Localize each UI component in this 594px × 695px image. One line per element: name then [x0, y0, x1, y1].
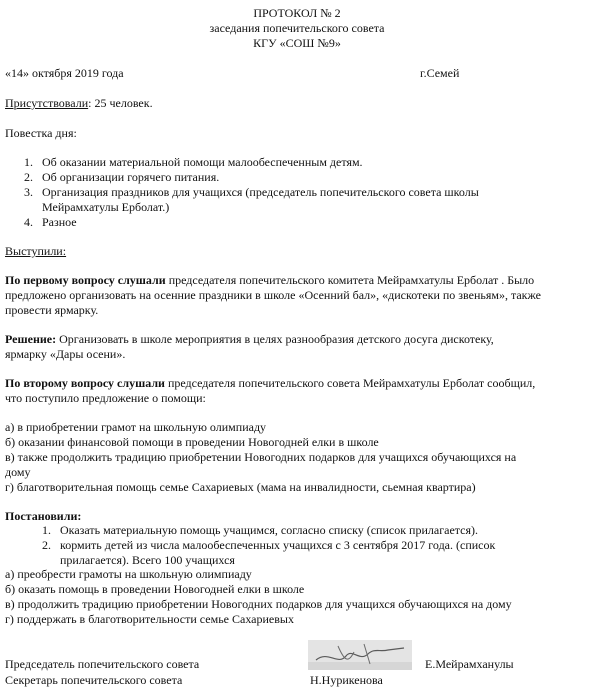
- secretary-role: Секретарь попечительского совета: [5, 673, 183, 687]
- help-item: г) благотворительная помощь семье Сахариевых (мама на инвалидности, сьемная квартира): [5, 480, 476, 494]
- decision-line: ярмарку «Дары осени».: [5, 347, 126, 361]
- agenda-item: 1. Об оказании материальной помощи малообеспеченным детям.: [24, 155, 363, 169]
- resolved-item: 1. Оказать материальную помощь учащимся, согласно списку (список прилагается).: [42, 523, 479, 537]
- speakers-label: Выступили:: [5, 244, 67, 258]
- resolved-extra: г) поддержать в благотворительности семье Сахариевых: [5, 612, 294, 626]
- resolved-item: 2. кормить детей из числа малообеспеченных учащихся с 3 сентября 2017 года. (список: [42, 538, 496, 552]
- help-item: дому: [5, 465, 31, 479]
- question-2-line: По второму вопросу слушали председателя попечительского совета Мейрамхатулы Ерболат сообщил,: [5, 376, 536, 390]
- resolved-extra: а) преобрести грамоты на школьную олимпиаду: [5, 567, 252, 581]
- secretary-name: Н.Нурикенова: [310, 673, 383, 687]
- resolved-extra: б) оказать помощь в проведении Новогодней елки в школе: [5, 582, 305, 596]
- help-item: б) оказании финансовой помощи в проведении Новогодней елки в школе: [5, 435, 379, 449]
- meeting-city: г.Семей: [420, 66, 460, 80]
- question-1-line: провести ярмарку.: [5, 303, 99, 317]
- help-item: а) в приобретении грамот на школьную олимпиаду: [5, 420, 267, 434]
- resolved-item-continuation: прилагается). Всего 100 учащихся: [60, 553, 235, 567]
- signature-image: [308, 640, 412, 670]
- document-title: ПРОТОКОЛ № 2: [253, 6, 341, 20]
- question-1-line: По первому вопросу слушали председателя попечительского комитета Мейрамхатулы Ерболат . Было: [5, 273, 535, 287]
- agenda-item: 3. Организация праздников для учащихся (председатель попечительского совета школы: [24, 185, 479, 199]
- agenda-item: 4. Разное: [24, 215, 77, 229]
- resolved-extra: в) продолжить традицию приобретении Новогодних подарков для учащихся обучающихся на дому: [5, 597, 512, 611]
- agenda-label: Повестка дня:: [5, 126, 77, 140]
- question-1-line: предложено организовать на осенние праздники в школе «Осенний бал», «дискотеки по звеньям», также: [5, 288, 541, 302]
- chair-role: Председатель попечительского совета: [5, 657, 200, 671]
- meeting-date: «14» октября 2019 года: [5, 66, 124, 80]
- agenda-item-continuation: Мейрамхатулы Ерболат.): [42, 200, 170, 214]
- chair-name: Е.Мейрамханулы: [425, 657, 514, 671]
- attendance-value: : 25 человек.: [88, 96, 153, 110]
- document-subtitle: заседания попечительского совета: [209, 21, 385, 35]
- decision-line: Решение: Организовать в школе мероприятия в целях разнообразия детского досуга дискотеку,: [5, 332, 494, 346]
- help-item: в) также продолжить традицию приобретении Новогодних подарков для учащихся обучающихся на: [5, 450, 517, 464]
- attendance-label: Присутствовали: [5, 96, 89, 110]
- attendance-line: [5, 96, 153, 111]
- resolved-label: Постановили:: [5, 509, 82, 523]
- organization-name: КГУ «СОШ №9»: [253, 36, 341, 50]
- agenda-item: 2. Об организации горячего питания.: [24, 170, 220, 184]
- question-2-line: что поступило предложение о помощи:: [5, 391, 206, 405]
